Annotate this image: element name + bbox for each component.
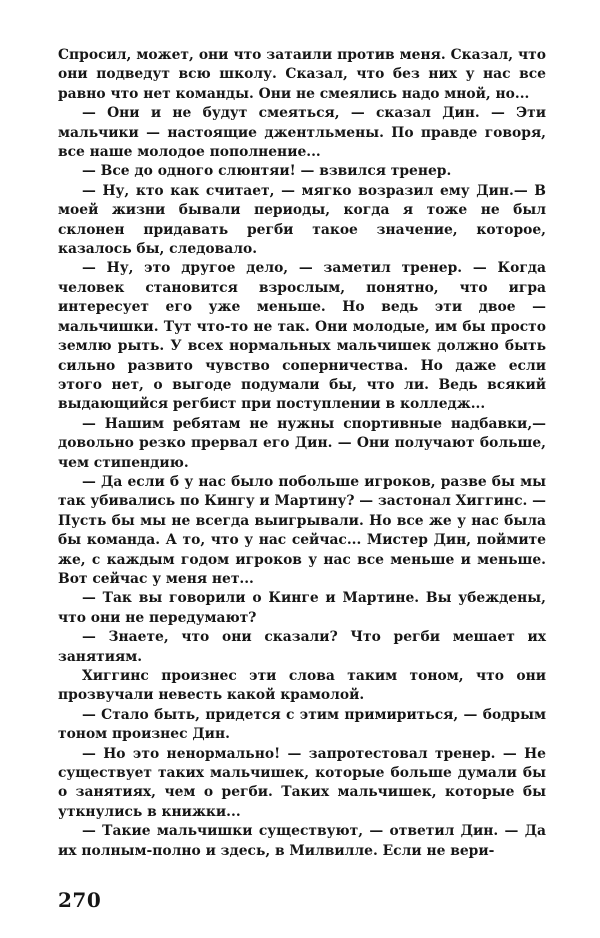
paragraph-1: Спросил, может, они что затаили против меня. Сказал, что они подведут всю школу. Сказал, что без них у нас все равно что нет команды. Они не смеялись надо мной, но... xyxy=(58,47,546,102)
paragraph-3: — Все до одного слюнтяи! — взвился тренер. xyxy=(82,163,452,180)
paragraph-6: — Нашим ребятам не нужны спортивные надбавки,— довольно резко прервал его Дин. — Они получают больше, чем стипендию. xyxy=(58,415,546,471)
paragraph-7: — Да если б у нас было побольше игроков, разве бы мы так убивались по Кингу и Мартину? — застонал Хиггинс. — Пусть бы мы не всегда выигрывали. Но все же у нас была бы команда. А то, что у нас сейчас... Мистер Дин, поймите же, с каждым годом игроков у нас все меньше и меньше. Вот сейчас у меня нет... xyxy=(58,473,546,587)
paragraph-8: — Так вы говорили о Кинге и Мартине. Вы убеждены, что они не передумают? xyxy=(58,590,546,626)
paragraph-11: — Стало быть, придется с этим примириться, — бодрым тоном произнес Дин. xyxy=(58,706,546,743)
paragraph-9: — Знаете, что они сказали? Что регби мешает их занятиям. xyxy=(58,629,546,665)
paragraph-4: — Ну, кто как считает, — мягко возразил ему Дин.— В моей жизни бывали периоды, когда я тоже не был склонен придавать регби такое значение, которое, казалось бы, следовало. xyxy=(58,182,546,258)
paragraph-12: — Но это ненормально! — запротестовал тренер. — Не существует таких мальчишек, которые больше думали бы о занятиях, чем о регби. Таких мальчишек, которые бы уткнулись в книжки... xyxy=(58,745,546,820)
book-page-text xyxy=(58,46,546,861)
paragraph-2: — Они и не будут смеяться, — сказал Дин. — Эти мальчики — настоящие джентльмены. По правде говоря, все наше молодое пополнение... xyxy=(58,105,546,161)
page-number: 270 xyxy=(58,888,102,912)
paragraph-10: Хиггинс произнес эти слова таким тоном, что они прозвучали невесть какой крамолой. xyxy=(58,668,546,704)
paragraph-13: — Такие мальчишки существуют, — ответил Дин. — Да их полным-полно и здесь, в Милвилле. Если не вери- xyxy=(58,823,546,859)
paragraph-5: — Ну, это другое дело, — заметил тренер. — Когда человек становится взрослым, понятно, что игра интересует его уже меньше. Но ведь эти двое — мальчишки. Тут что-то не так. Они молодые, им бы просто землю рыть. У всех нормальных мальчишек должно быть сильно развито чувство соперничества. Но даже если этого нет, о выгоде подумали бы, что ли. Ведь всякий выдающийся регбист при поступлении в колледж... xyxy=(58,260,546,413)
